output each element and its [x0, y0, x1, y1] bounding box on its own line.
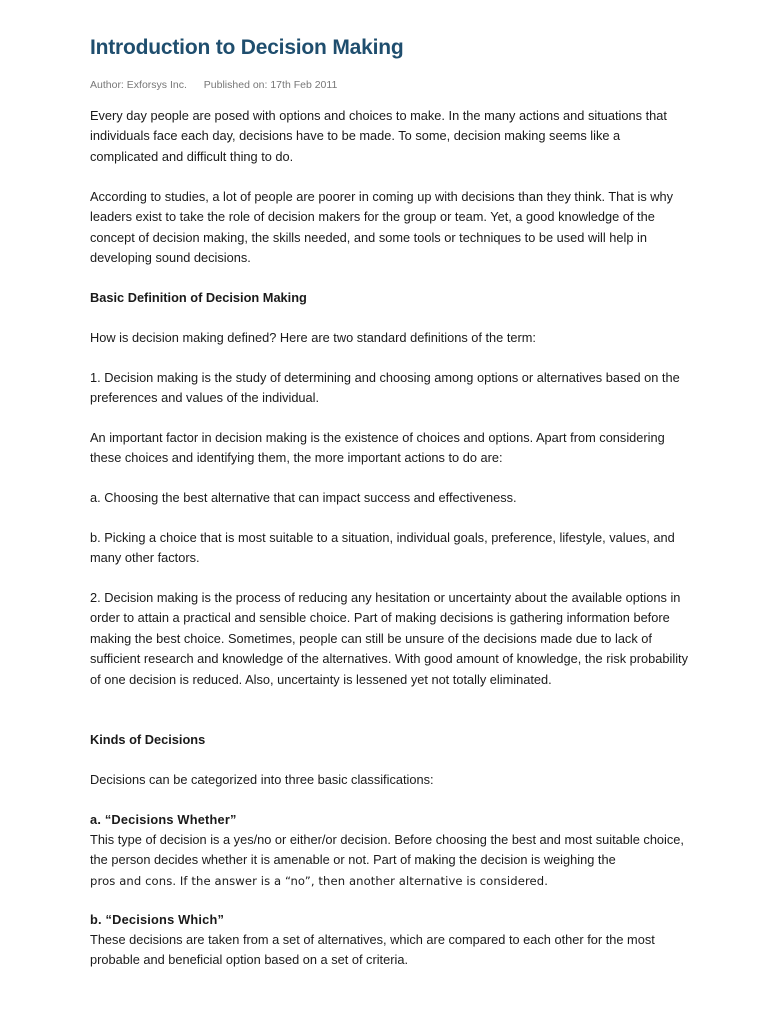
section-heading-basic-definition: Basic Definition of Decision Making — [90, 290, 307, 305]
decisions-which-text: These decisions are taken from a set of alternatives, which are compared to each other for the most probable and beneficial option based on a set of criteria. — [90, 932, 655, 968]
studies-paragraph: According to studies, a lot of people are poorer in coming up with decisions than they think. That is why leaders exist to take the role of decision makers for the group or team. Yet, a good knowledge of the concept of decision making, the skills needed, and some tools or techniques to be used will help in developing sound decisions. — [90, 189, 674, 266]
section-heading-kinds: Kinds of Decisions — [90, 732, 206, 747]
article-meta — [90, 79, 351, 91]
definition-1: 1. Decision making is the study of determining and choosing among options or alternatives based on the preferences and values of the individual. — [90, 370, 680, 406]
definition-intro-paragraph: How is decision making defined? Here are two standard definitions of the term: — [90, 330, 536, 345]
subheading-decisions-whether: a. “Decisions Whether” — [90, 812, 237, 827]
list-item-a: a. Choosing the best alternative that can impact success and effectiveness. — [90, 490, 517, 505]
decisions-whether-text: This type of decision is a yes/no or either/or decision. Before choosing the best and most suitable choice, the person decides whether it is amenable or not. Part of making the decision is weighing the — [90, 832, 684, 868]
definition-2: 2. Decision making is the process of reducing any hesitation or uncertainty about the available options in order to attain a practical and sensible choice. Part of making decisions is gathering information before making the best choice. Sometimes, people can still be unsure of the decisions made due to lack of sufficient research and knowledge of the alternatives. With good amount of knowledge, the risk probability of one decision is reduced. Also, uncertainty is lessened yet not totally eliminated. — [90, 590, 689, 687]
subheading-decisions-which: b. “Decisions Which” — [90, 912, 225, 927]
factor-paragraph: An important factor in decision making is the existence of choices and options. Apart from considering these choices and identifying them, the more important actions to do are: — [90, 430, 665, 466]
published-date: Published on: 17th Feb 2011 — [203, 79, 338, 91]
author-label: Author: Exforsys Inc. — [90, 79, 187, 91]
page-title: Introduction to Decision Making — [90, 36, 404, 59]
kinds-intro-paragraph: Decisions can be categorized into three basic classifications: — [90, 772, 434, 787]
intro-paragraph: Every day people are posed with options and choices to make. In the many actions and situations that individuals face each day, decisions have to be made. To some, decision making seems like a complicated and difficult thing to do. — [90, 108, 667, 164]
list-item-b: b. Picking a choice that is most suitable to a situation, individual goals, preference, lifestyle, values, and many other factors. — [90, 530, 675, 566]
decisions-whether-text-continued: pros and cons. If the answer is a “no”, then another alternative is considered. — [90, 874, 549, 888]
